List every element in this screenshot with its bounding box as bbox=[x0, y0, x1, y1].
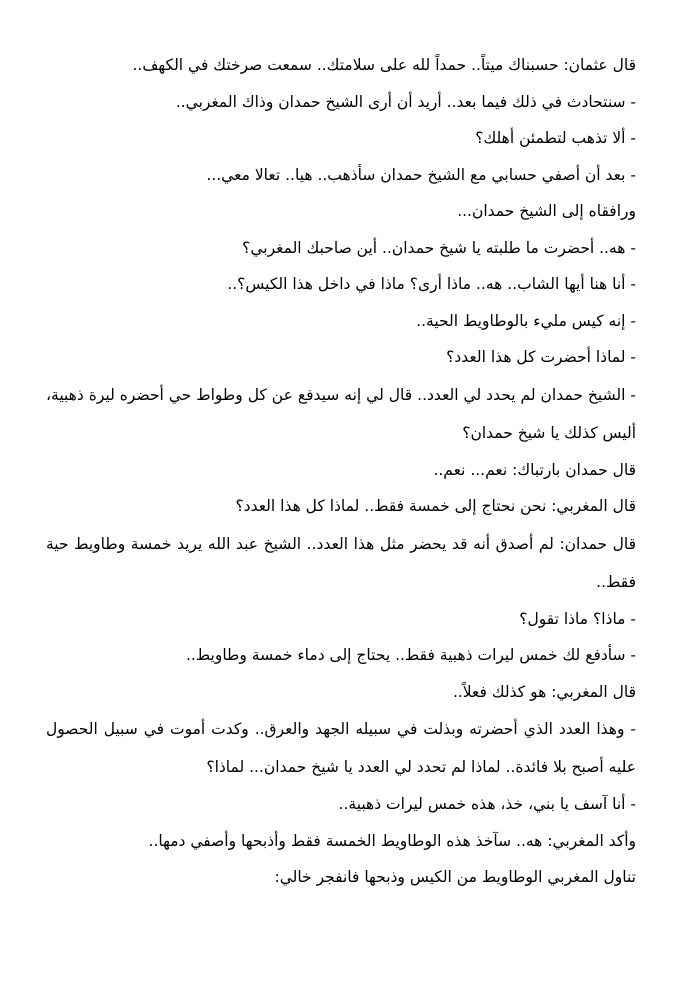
paragraph-20: تناول المغربي الوطاويط من الكيس وذبحها فانفجر خالي: bbox=[274, 868, 636, 886]
paragraph-13: قال حمدان: لم أصدق أنه قد يحضر مثل هذا العدد.. الشيخ عبد الله يريد خمسة وطاويط حية فقط.. bbox=[46, 534, 636, 591]
paragraph-19: وأكد المغربي: هه.. سآخذ هذه الوطاويط الخمسة فقط وأذبحها وأصفي دمها.. bbox=[148, 831, 636, 850]
paragraph-1: قال عثمان: حسبناك ميتاً.. حمداً لله على سلامتك.. سمعت صرختك في الكهف.. bbox=[132, 56, 636, 74]
paragraph-2: - سنتحادث في ذلك فيما بعد.. أريد أن أرى الشيخ حمدان وذاك المغربي.. bbox=[175, 92, 636, 111]
paragraph-18: - أنا آسف يا بني، خذ، هذه خمس ليرات ذهبية.. bbox=[338, 795, 636, 813]
paragraph-4: - بعد أن أصفي حسابي مع الشيخ حمدان سأذهب.. هيا.. تعالا معي... bbox=[206, 165, 636, 184]
paragraph-17: - وهذا العدد الذي أحضرته وبذلت في سبيله الجهد والعرق.. وكدت أموت في سبيل الحصول عليه أصبح بلا فائدة.. لماذا لم تحدد لي العدد يا شيخ حمدان... لماذا؟ bbox=[46, 720, 636, 776]
paragraph-14: - ماذا؟ ماذا تقول؟ bbox=[519, 609, 636, 628]
paragraph-7: - أنا هنا أيها الشاب.. هه.. ماذا أرى؟ ماذا في داخل هذا الكيس؟.. bbox=[227, 275, 636, 293]
paragraph-11: قال حمدان بارتباك: نعم... نعم.. bbox=[433, 460, 636, 479]
paragraph-3: - ألا تذهب لتطمئن أهلك؟ bbox=[475, 129, 636, 147]
paragraph-9: - لماذا أحضرت كل هذا العدد؟ bbox=[446, 348, 636, 366]
paragraph-10: - الشيخ حمدان لم يحدد لي العدد.. قال لي إنه سيدفع عن كل وطواط حي أحضره ليرة ذهبية، أليس كذلك يا شيخ حمدان؟ bbox=[46, 385, 636, 442]
paragraph-12: قال المغربي: نحن نحتاج إلى خمسة فقط.. لماذا كل هذا العدد؟ bbox=[235, 497, 636, 515]
paragraph-16: قال المغربي: هو كذلك فعلاً.. bbox=[452, 682, 636, 701]
paragraph-5: ورافقاه إلى الشيخ حمدان... bbox=[457, 202, 636, 220]
paragraph-8: - إنه كيس مليء بالوطاويط الحية.. bbox=[416, 311, 636, 330]
paragraph-6: - هه.. أحضرت ما طلبته يا شيخ حمدان.. أين صاحبك المغربي؟ bbox=[242, 238, 636, 257]
paragraph-15: - سأدفع لك خمس ليرات ذهبية فقط.. يحتاج إلى دماء خمسة وطاويط.. bbox=[185, 646, 636, 664]
